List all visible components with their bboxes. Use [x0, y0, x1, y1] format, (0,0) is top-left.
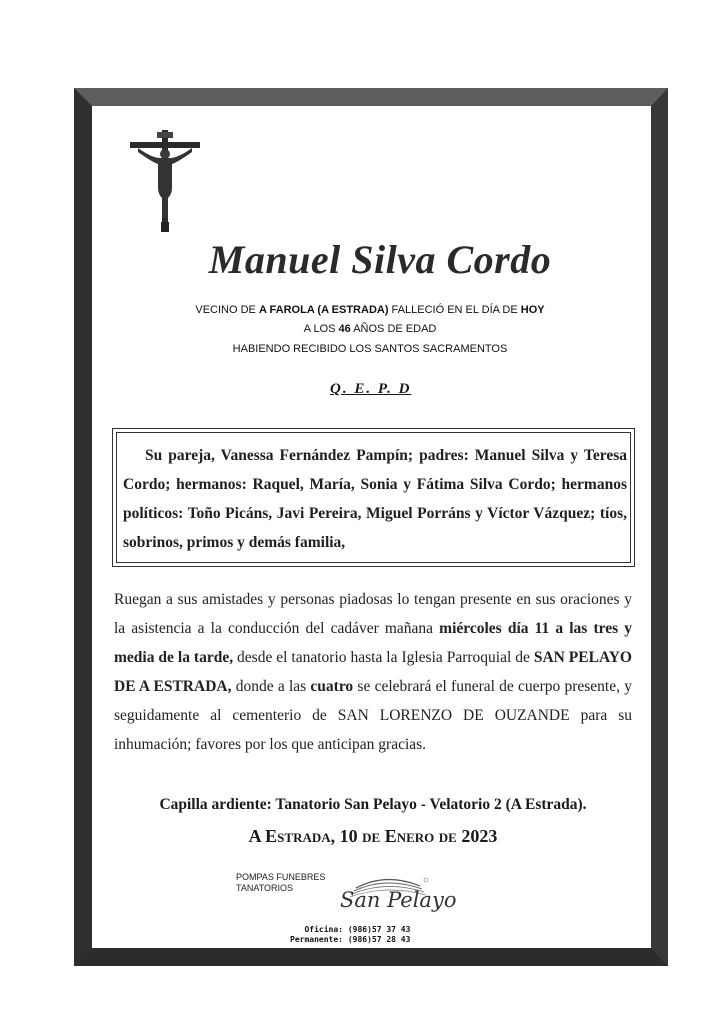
- capilla-ardiente: Capilla ardiente: Tanatorio San Pelayo - Velatorio 2 (A Estrada).: [159, 796, 587, 813]
- funeral-home-logo-text: San Pelayo: [340, 888, 457, 912]
- announcement-part-1: Ruegan a sus amistades y personas piadosas lo tengan presente en sus oraciones y la asistencia a la conducción del cadáver mañana: [114, 591, 632, 637]
- announcement-text: [114, 585, 632, 759]
- funeral-home-line2: TANATORIOS: [236, 883, 294, 893]
- qepd-label: Q. E. P. D: [330, 381, 412, 397]
- family-text-wrapper: [116, 432, 631, 563]
- funeral-home-phones: [290, 925, 410, 945]
- age-value: 46: [338, 323, 351, 335]
- office-phone: (986)57 37 43: [347, 925, 411, 934]
- sacraments-line: HABIENDO RECIBIDO LOS SANTOS SACRAMENTOS: [232, 343, 508, 355]
- residence-line: [100, 304, 640, 316]
- residence-prefix: VECINO DE: [195, 304, 259, 316]
- crucifix-icon: [128, 128, 202, 234]
- death-prefix: FALLECIÓ EN EL DÍA DE: [388, 304, 521, 316]
- announcement-church: SAN PELAYO DE A ESTRADA,: [114, 649, 632, 695]
- age-line: [100, 323, 640, 335]
- family-box: [112, 428, 635, 567]
- deceased-name: Manuel Silva Cordo: [208, 237, 552, 282]
- death-day: HOY: [520, 304, 545, 316]
- place-date: A Estrada, 10 de Enero de 2023: [248, 826, 498, 846]
- age-suffix: AÑOS DE EDAD: [350, 323, 437, 335]
- announcement-hour: cuatro: [310, 678, 354, 695]
- office-label: Oficina:: [304, 925, 343, 934]
- permanent-phone: (986)57 28 43: [347, 935, 411, 944]
- age-prefix: A LOS: [303, 323, 339, 335]
- announcement-part-4: se celebrará el funeral de cuerpo presente, y seguidamente al cementerio de SAN LORENZO DE OUZANDE para su inhumación; favores por los que anticipan gracias.: [114, 678, 632, 753]
- announcement-part-3: donde a las: [231, 678, 311, 695]
- funeral-home-labels: [236, 872, 325, 894]
- permanent-label: Permanente:: [290, 935, 343, 944]
- funeral-home-line1: POMPAS FUNEBRES: [236, 872, 326, 882]
- residence-place: A FAROLA (A ESTRADA): [258, 304, 389, 316]
- office-phone-line: [290, 925, 410, 935]
- announcement-date: miércoles día 11 a las tres y media de la tarde,: [114, 620, 632, 666]
- announcement-part-2: desde el tanatorio hasta la Iglesia Parroquial de: [233, 649, 534, 666]
- family-text: Su pareja, Vanessa Fernández Pampín; padres: Manuel Silva y Teresa Cordo; hermanos: Raquel, María, Sonia y Fátima Silva Cordo; hermanos políticos: Toño Picáns, Javi Pereira, Miguel Porráns y Víctor Vázquez; tíos, sobrinos, primos y demás familia,: [123, 447, 627, 551]
- permanent-phone-line: [290, 935, 410, 945]
